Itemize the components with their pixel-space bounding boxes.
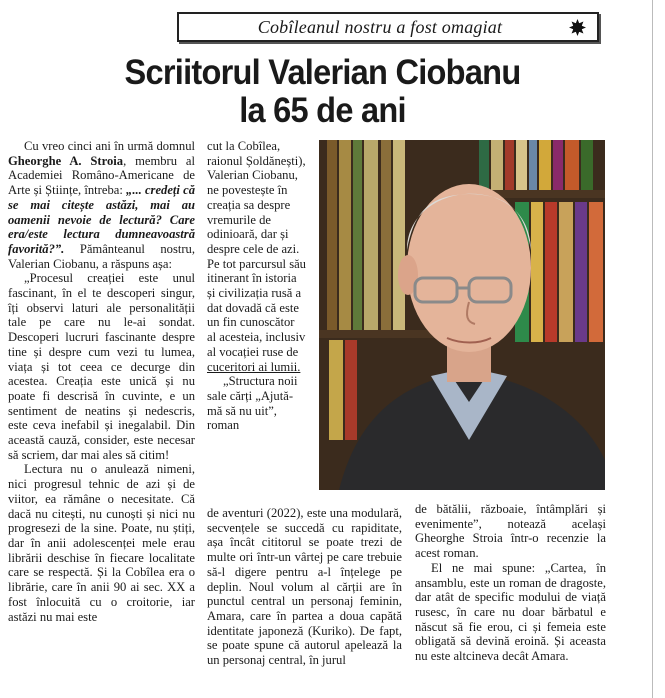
author-photo xyxy=(319,140,605,490)
quote-paragraph: „Procesul creației este unul fascinant, în el te descoperi singur, îți observi laturi ale personalității tale pe care nu le-ai sondat. Descoperi lucruri fascinante despre tine și despre cum vezi tu lumea, viața și tot ceea ce decurge din acestea. Creația este unică și nu poate fi descrisă în cuvinte, e un sentiment de neatins și nedescris, este ceva inefabil și inegalabil. Din această cauză, consider, este necesar să scriem, dar mai ales să citim! xyxy=(8,271,195,462)
kicker-text: Cobîleanul nostru a fost omagiat xyxy=(257,16,503,37)
column-3-paragraph-1: de bătălii, războaie, întâmplări și evenimente”, notează același Gheorghe Stroia într-o recenzie la acest roman. xyxy=(415,502,606,561)
article-column-1 xyxy=(8,139,195,624)
headline-line-2: la 65 de ani xyxy=(239,91,406,130)
article-column-2-top xyxy=(207,139,306,433)
intro-paragraph: Cu vreo cinci ani în urmă domnul Gheorghe A. Stroia, membru al Academiei Româno-Americane de Arte și Științe, întreba: „... credeți că se mai citește astăzi, mai au oamenii nevoie de lectură? Care era/este lectura dumneavoastră favorită?”. Pământeanul nostru, Valerian Ciobanu, a răspuns așa: xyxy=(8,139,195,271)
headline-line-1: Scriitorul Valerian Ciobanu xyxy=(124,53,521,92)
lecture-paragraph: Lectura nu o anulează nimeni, nici progresul tehnic de azi și de viitor, ea rămâne o necesitate. Că dacă nu citești, nu cunoști și nici nu progresezi de la sine. Poate, nu știți, dar în anii adolescenței mele erau librării deschise în fiecare localitate care se respectă. Și la Cobîlea era o librărie, care în anii 90 ai sec. XX a fost înlocuită cu o croitorie, iar astăzi nu mai este xyxy=(8,462,195,624)
section-kicker xyxy=(177,12,599,42)
column-3-paragraph-2: El ne mai spune: „Cartea, în ansamblu, este un roman de dragoste, dar atât de specific modului de viață rusesc, în care nu doar bărbatul e născut să fie erou, ci și femeia este obligată să devină eroină. Și aceasta nu este altcineva decât Amara. xyxy=(415,560,606,664)
article-column-2-bottom xyxy=(207,506,402,668)
sun-badge-icon xyxy=(569,19,586,36)
column-2-paragraph-3: de aventuri (2022), este una modulară, secvențele se succedă cu rapiditate, așa încât cititorul se poate trezi de multe ori într-un vârtej pe care trebuie să-l digere pentru a-l înțelege pe deplin. Noul volum al cărții are în punctul central un personaj feminin, Amara, care în partea a doua capătă identitate japoneză (Kuriko). De fapt, se poate spune că autorul apelează la un personaj central, în jurul xyxy=(207,506,402,668)
portrait-illustration xyxy=(319,140,605,490)
author-name: Gheorghe A. Stroia xyxy=(8,153,124,168)
column-2-paragraph-1: cut la Cobîlea, raionul Șoldănești), Valerian Ciobanu, ne povestește în creația sa despre vremurile de odinioară, dar și despre cele de azi. Pe tot parcursul său itinerant în istoria și civilizația rusă a dat dovadă că este un fin cunoscător al acesteia, inclusiv al vocației ruse de cuceritori ai lumii. xyxy=(207,139,306,374)
page-edge-rule xyxy=(652,0,653,698)
column-2-paragraph-2: „Structura noii sale cărți „Ajută-mă să nu uit”, roman xyxy=(207,374,298,433)
interview-question: „... credeți că se mai citește astăzi, mai au oamenii nevoie de lectură? Care era/este lectura dumneavoastră favorită?”. xyxy=(8,183,195,256)
article-column-3 xyxy=(415,502,606,664)
article-headline xyxy=(41,54,604,130)
